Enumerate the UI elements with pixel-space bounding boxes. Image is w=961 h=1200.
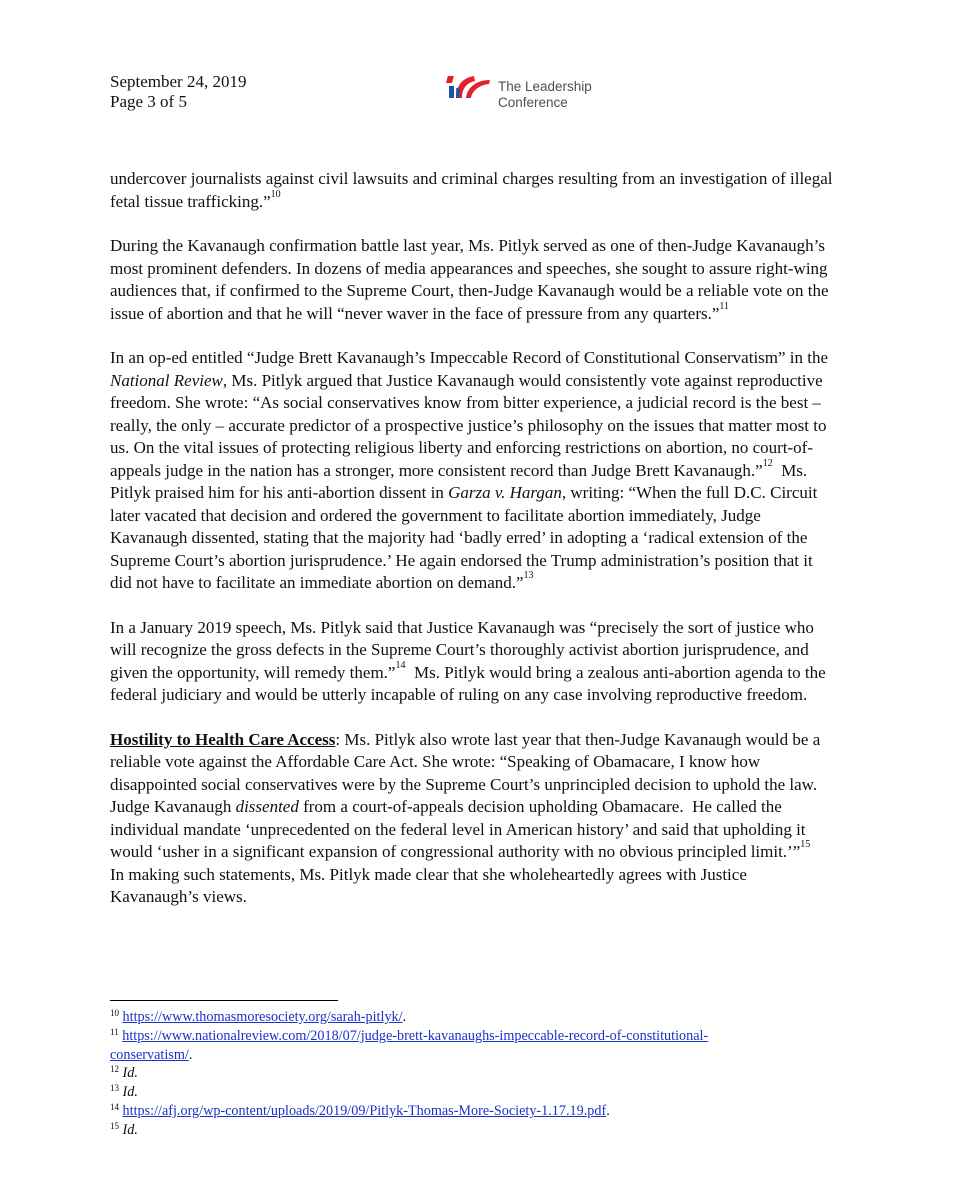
footnote-number: 15 [110, 1120, 119, 1131]
paragraph-2 [110, 235, 850, 325]
text-run: Ms. Pitlyk would bring a zealous anti-abortion agenda to the [405, 662, 826, 682]
text-run: , Ms. Pitlyk argued that Justice Kavanaugh would consistently vote against reproductive [222, 370, 823, 390]
text-line [110, 300, 850, 326]
text-run: : Ms. Pitlyk also wrote last year that then-Judge Kavanaugh would be a [335, 729, 821, 749]
logo-line-2: Conference [498, 95, 568, 110]
footnote-link[interactable]: https://www.nationalreview.com/2018/07/judge-brett-kavanaughs-impeccable-record-of-constitutional- [122, 1027, 709, 1044]
text-run: Pitlyk praised him for his anti-abortion dissent in [110, 483, 449, 502]
footnote-number: 12 [110, 1064, 119, 1075]
text-run: Ms. [772, 460, 808, 480]
text-line: Kavanaugh dissented, stating that the majority had ‘badly erred’ in adopting a ‘radical extension of the [110, 528, 808, 547]
text-line [110, 457, 850, 483]
footnote-link[interactable]: https://afj.org/wp-content/uploads/2019/09/Pitlyk-Thomas-More-Society-1.17.19.pdf [122, 1102, 607, 1119]
text-line: In a January 2019 speech, Ms. Pitlyk said that Justice Kavanaugh was “precisely the sort of justice who [110, 617, 814, 637]
text-line: In an op-ed entitled “Judge Brett Kavanaugh’s Impeccable Record of Constitutional Conservatism” in the [110, 348, 829, 367]
footnote-11 [110, 1027, 850, 1046]
footnote-separator [110, 1000, 338, 1001]
footnote-number: 10 [110, 1008, 119, 1018]
text-run: , writing: “When the full D.C. Circuit [561, 483, 818, 502]
text-run: Judge Kavanaugh [110, 797, 236, 816]
text-line: In making such statements, Ms. Pitlyk made clear that she wholeheartedly agrees with Justice [110, 864, 747, 884]
footnote-text: Id. [122, 1084, 138, 1101]
text-line [110, 796, 850, 819]
text-line [110, 370, 850, 393]
text-line: reliable vote against the Affordable Care Act. She wrote: “Speaking of Obamacare, I know how [110, 752, 761, 771]
footnote-13 [110, 1083, 850, 1102]
paragraph-4 [110, 617, 850, 707]
text-line: federal judiciary and would be utterly incapable of ruling on any case involving reproductive freedom. [110, 685, 808, 704]
text-line: During the Kavanaugh confirmation battle last year, Ms. Pitlyk served as one of then-Judge Kavanaugh’s [110, 236, 826, 255]
footnote-ref: 12 [762, 457, 773, 469]
text-run: fetal tissue trafficking.” [110, 191, 271, 211]
footnote-11-continued [110, 1046, 850, 1065]
logo-line-1: The Leadership [498, 79, 592, 94]
text-run: from a court-of-appeals decision upholding Obamacare. He called the [298, 797, 782, 816]
text-line: disappointed social conservatives were by the Supreme Court’s unprincipled decision to uphold the law. [110, 774, 818, 794]
footnote-text: Id. [122, 1065, 138, 1082]
footnote-ref: 10 [270, 188, 281, 200]
logo-arcs-icon [446, 68, 496, 116]
text-line: us. On the vital issues of protecting religious liberty and enforcing restrictions on abortion, no court-of- [110, 438, 813, 457]
text-line: really, the only – accurate predictor of a prospective justice’s philosophy on the issues that matter most to [110, 415, 827, 435]
text-line [110, 729, 850, 752]
text-line: later vacated that decision and ordered the government to facilitate abortion immediately, Judge [110, 505, 761, 525]
text-line [110, 572, 850, 595]
text-run: given the opportunity, will remedy them.” [110, 662, 396, 682]
footnote-number: 14 [110, 1101, 119, 1112]
text-line [110, 841, 850, 864]
footnote-10 [110, 1008, 850, 1027]
text-run: . [606, 1102, 610, 1119]
text-line [110, 188, 850, 214]
text-line: will recognize the gross defects in the Supreme Court’s thoroughly activist abortion jurisprudence, and [110, 640, 809, 659]
text-run: appeals judge in the nation has a stronger, more consistent record than Judge Brett Kavanaugh.” [110, 460, 763, 480]
publication-title: National Review [110, 370, 223, 390]
text-line: undercover journalists against civil lawsuits and criminal charges resulting from an investigation of illegal [110, 169, 833, 188]
section-heading: Hostility to Health Care Access [110, 729, 336, 749]
text-run: would ‘usher in a significant expansion of congressional authority with no obvious principled limit.’” [110, 842, 801, 861]
footnote-ref: 13 [523, 570, 534, 581]
paragraph-1 [110, 168, 850, 213]
text-line: most prominent defenders. In dozens of media appearances and speeches, she sought to assure right-wing [110, 258, 828, 278]
leadership-conference-logo [446, 68, 606, 116]
emphasis: dissented [235, 797, 299, 816]
text-line: individual mandate ‘unprecedented on the federal level in American history’ and said that upholding it [110, 819, 806, 839]
footnotes [110, 1008, 850, 1140]
header-page-number: Page 3 of 5 [110, 92, 187, 111]
footnote-15 [110, 1121, 850, 1140]
logo-wordmark [498, 79, 592, 111]
paragraph-5 [110, 729, 850, 909]
text-run: . [402, 1009, 407, 1025]
case-name: Garza v. Hargan [448, 483, 562, 502]
footnote-12 [110, 1064, 850, 1083]
text-run: issue of abortion and that he will “never waver in the face of pressure from any quarters.” [110, 303, 720, 323]
text-line: freedom. She wrote: “As social conservatives know from bitter experience, a judicial record is the best – [110, 393, 821, 412]
document-body [110, 168, 850, 931]
footnote-link[interactable]: https://www.thomasmoresociety.org/sarah-pitlyk/ [122, 1009, 403, 1025]
footnote-14 [110, 1102, 850, 1121]
footnote-ref: 14 [395, 659, 406, 671]
text-line [110, 659, 850, 685]
footnote-ref: 11 [719, 300, 730, 312]
paragraph-3 [110, 347, 850, 595]
text-line [110, 482, 850, 505]
footnote-number: 13 [110, 1083, 119, 1094]
text-line: Kavanaugh’s views. [110, 887, 247, 906]
header-date: September 24, 2019 [110, 72, 247, 91]
text-run: did not have to facilitate an immediate abortion on demand.” [110, 573, 524, 592]
footnote-link-continued[interactable]: conservatism/ [110, 1046, 189, 1063]
text-run: . [188, 1046, 193, 1063]
footnote-ref: 15 [800, 839, 811, 850]
document-header [110, 72, 246, 112]
footnote-text: Id. [122, 1121, 138, 1138]
text-line: audiences that, if confirmed to the Supreme Court, then-Judge Kavanaugh would be a reliable vote on the [110, 281, 829, 300]
footnote-number: 11 [110, 1026, 119, 1037]
text-line: Supreme Court’s abortion jurisprudence.’ He again endorsed the Trump administration’s position that it [110, 550, 813, 570]
